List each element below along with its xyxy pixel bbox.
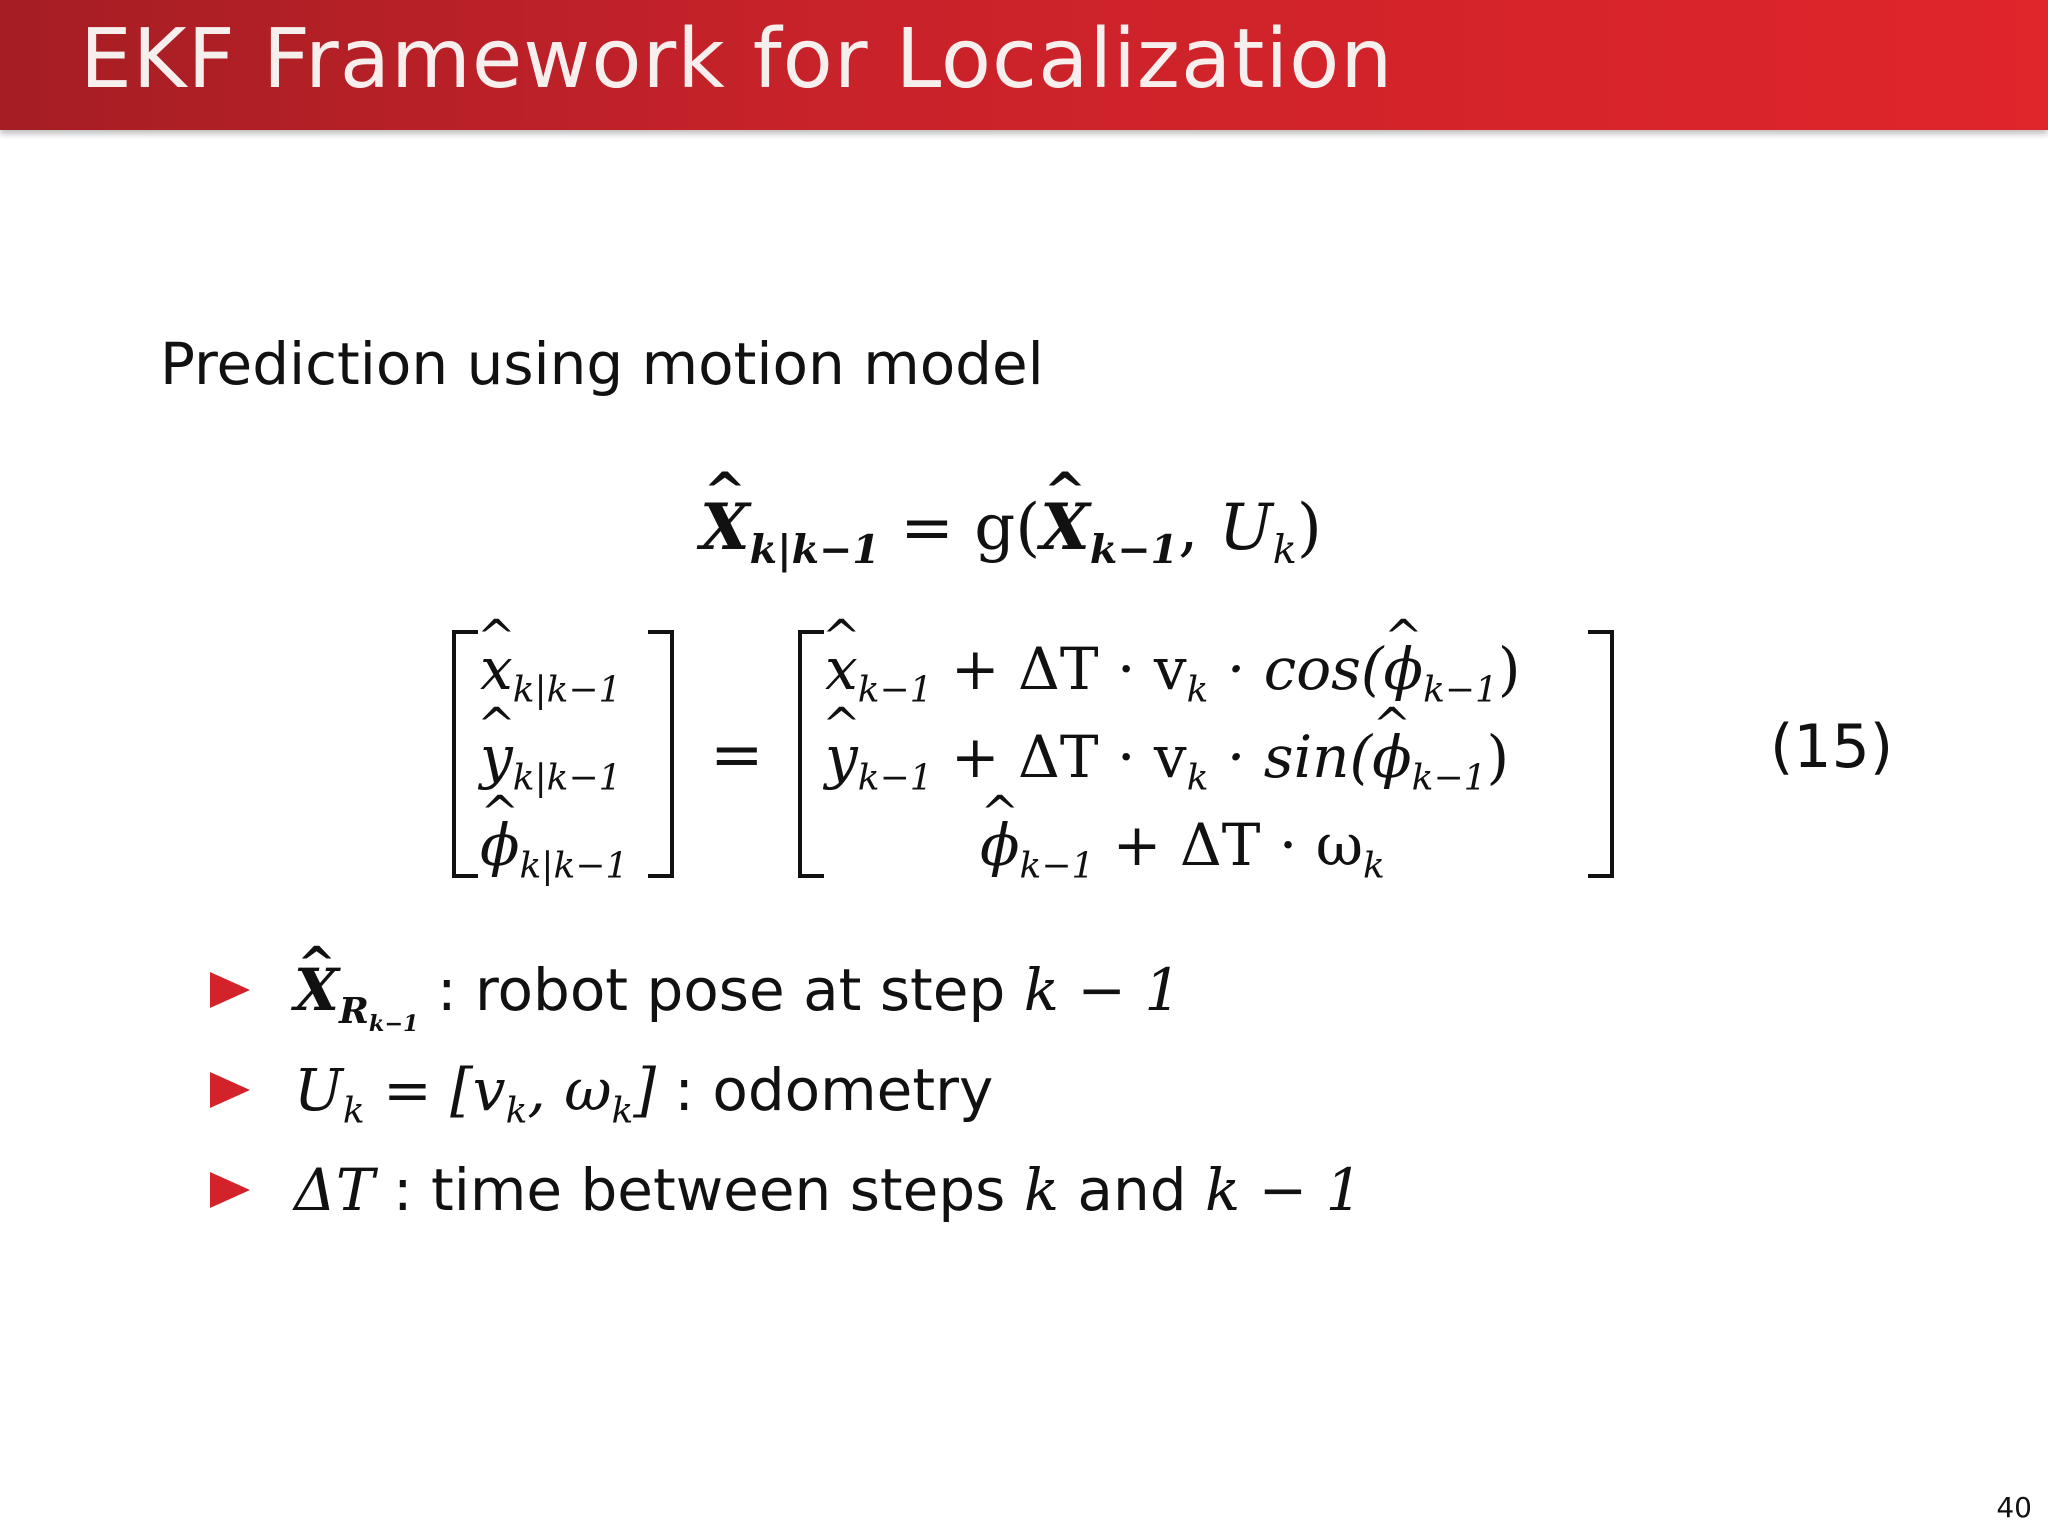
bullet-odometry: $U_k = [v_k$, $\omega_k$] : odometry xyxy=(210,1040,1363,1140)
bullet-3-tail-math: k − 1 xyxy=(1204,1156,1363,1224)
bullet-3-math: ΔT xyxy=(294,1156,375,1224)
x-hat-arg-symbol: ^ X xyxy=(1040,490,1090,565)
slide-subtitle: Prediction using motion model xyxy=(160,330,1044,398)
bullet-triangle-icon xyxy=(210,972,250,1008)
left-vector-row-2: ^ $y_{k|k-1}$ xyxy=(480,728,621,786)
x-hat-symbol: ^ X xyxy=(294,940,339,1040)
bullet-1-text: : robot pose at step xyxy=(418,956,1024,1024)
bullet-robot-pose: ^ $X_{R_{k-1}}$ : robot pose at step k − 1 xyxy=(210,940,1363,1040)
right-vector-row-3: ^ $\phi_{k-1} + \Delta T \cdot \omega_k$ xyxy=(980,816,1385,874)
eq1-arg-subscript: k−1 xyxy=(1089,526,1179,573)
bullet-2-text: : odometry xyxy=(655,1056,994,1124)
eq1-u-subscript: k xyxy=(1272,526,1297,573)
right-vector-open-bracket xyxy=(798,630,824,878)
bullet-3-text: : time between steps xyxy=(374,1156,1024,1224)
eq1-rhs-prefix: = g( xyxy=(900,491,1041,565)
left-vector-open-bracket xyxy=(452,630,478,878)
eq1-lhs-subscript: k|k−1 xyxy=(749,526,880,573)
matrix-equals-sign: = xyxy=(710,718,764,792)
left-vector-close-bracket xyxy=(648,630,674,878)
page-number: 40 xyxy=(1996,1491,2032,1524)
slide-title: EKF Framework for Localization xyxy=(80,12,1394,107)
x-hat-symbol: ^ X xyxy=(700,490,750,565)
bullet-triangle-icon xyxy=(210,1072,250,1108)
left-vector-row-3: ^ $\phi_{k|k-1}$ xyxy=(480,816,628,874)
bullet-delta-t: ΔT : time between steps k and k − 1 xyxy=(210,1140,1363,1240)
eq1-u-symbol: U xyxy=(1218,491,1273,565)
title-bar xyxy=(0,0,2048,130)
matrix-equation xyxy=(440,610,1640,890)
eq1-mid: , xyxy=(1178,491,1219,565)
eq1-close: ) xyxy=(1296,491,1322,565)
bullet-list xyxy=(210,940,1363,1240)
bullet-triangle-icon xyxy=(210,1172,250,1208)
bullet-1-tail-math: k − 1 xyxy=(1023,956,1182,1024)
right-vector-close-bracket xyxy=(1588,630,1614,878)
right-vector-row-1: ^ $x_{k-1} + \Delta T \cdot v_k$ · cos(^ $\phi_{k-1}$) xyxy=(825,640,1521,698)
left-vector-row-1: ^ $x_{k|k-1}$ xyxy=(480,640,621,698)
prediction-equation xyxy=(700,490,1322,573)
equation-number: (15) xyxy=(1770,712,1894,782)
right-vector-row-2: ^ $y_{k-1} + \Delta T \cdot v_k$ · sin(^ $\phi_{k-1}$) xyxy=(825,728,1509,786)
